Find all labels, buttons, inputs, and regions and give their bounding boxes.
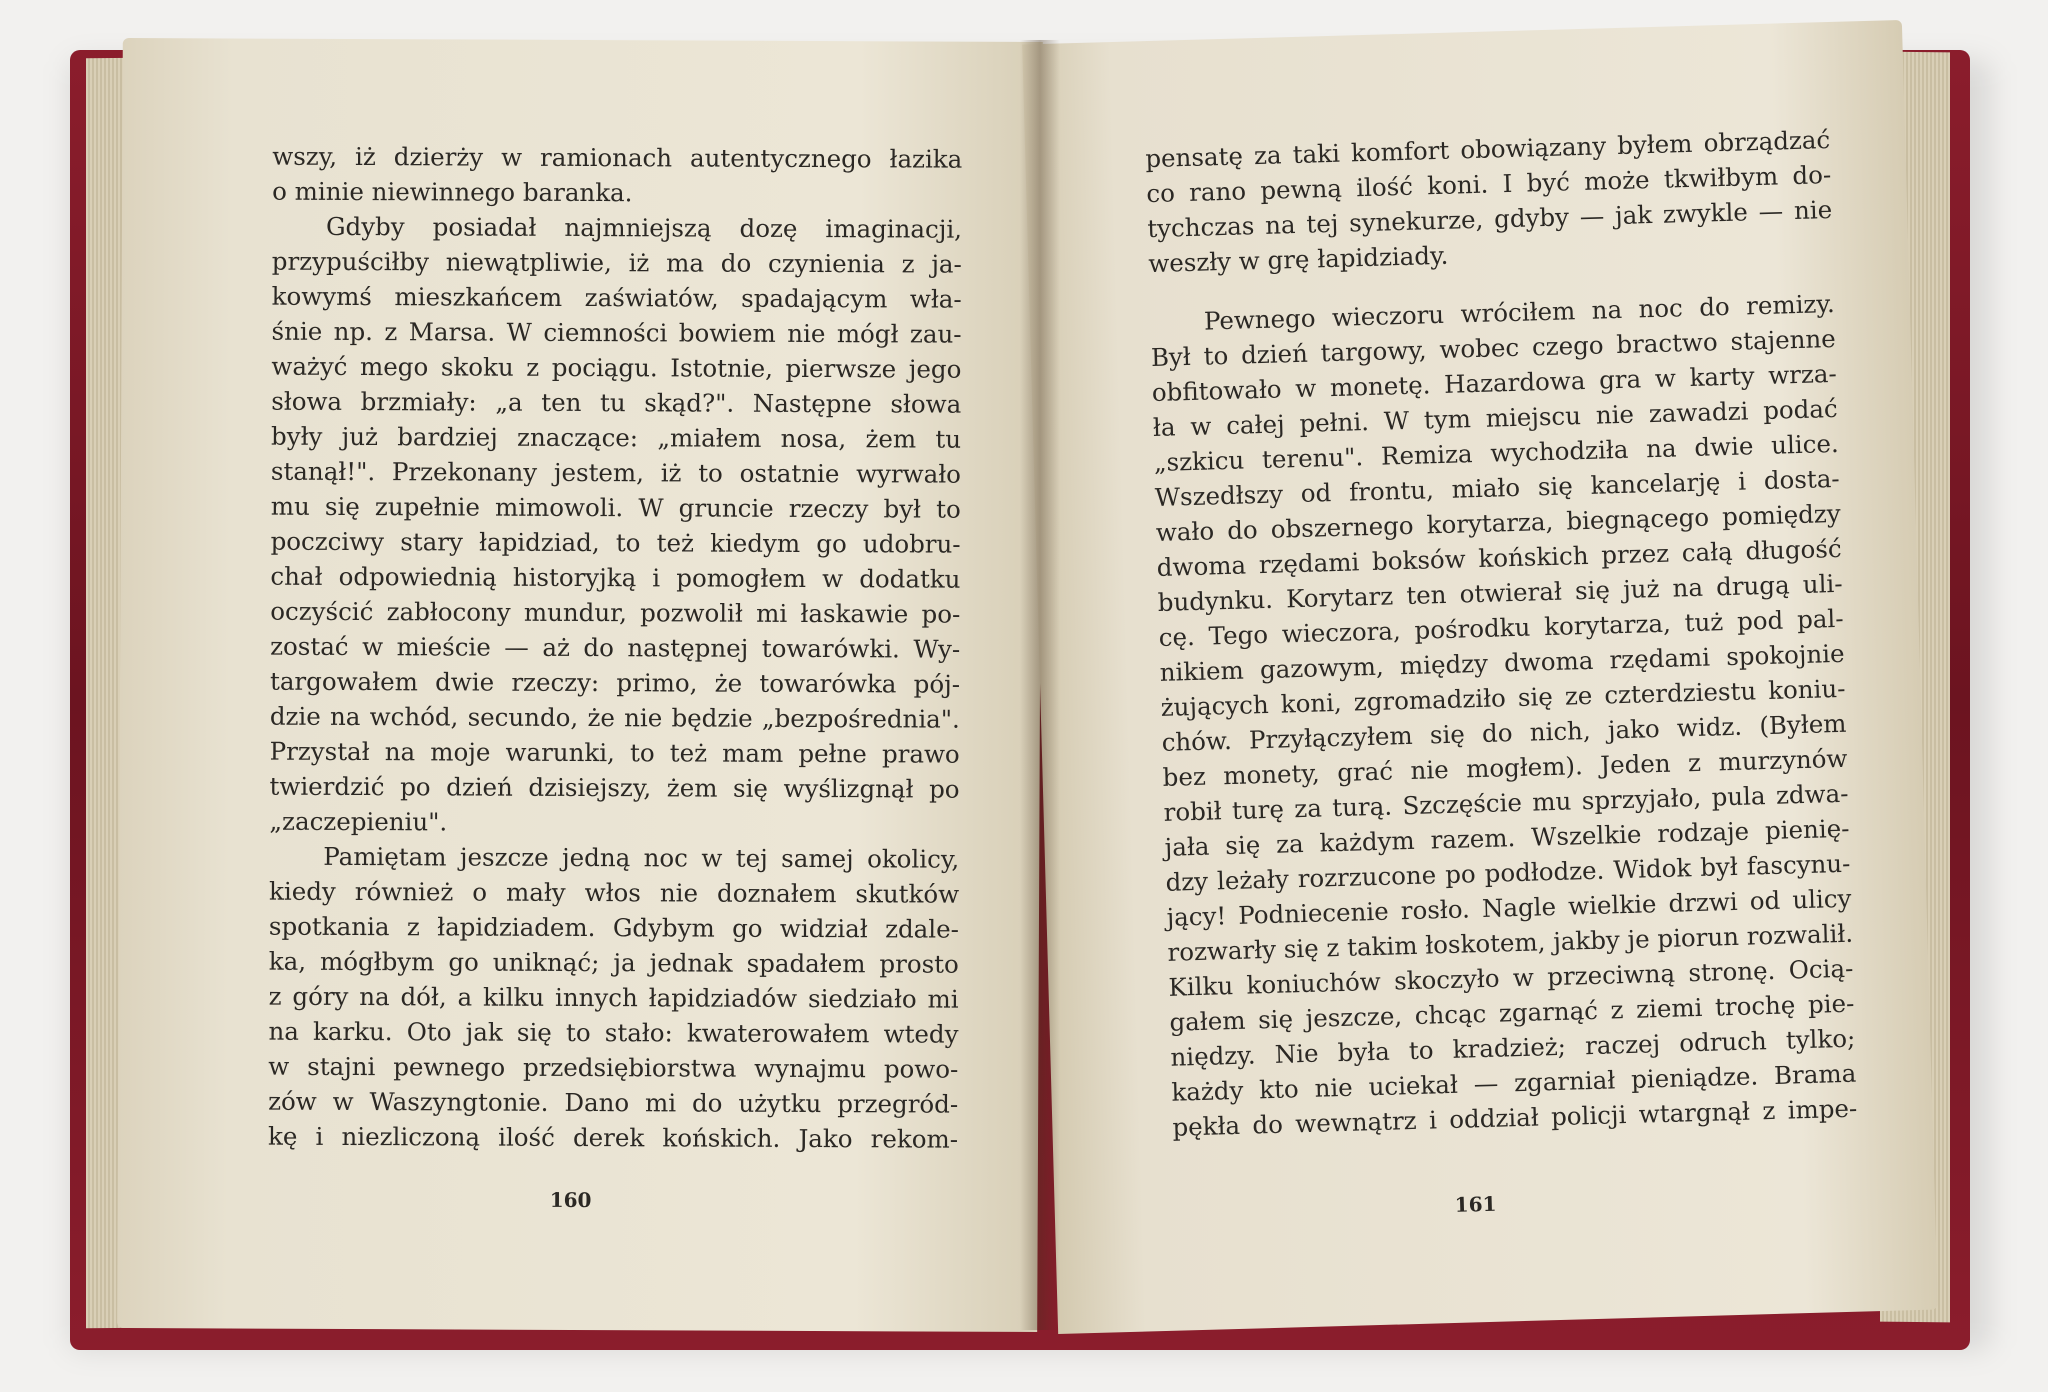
text-line: mu się zupełnie mimowoli. W gruncie rzeczy był to (270, 491, 961, 524)
text-line: ka, mógłbym go uniknąć; ja jednak spadałem prosto (268, 946, 959, 979)
text-line: poczciwy stary łapidziad, to też kiedym go udobru- (270, 526, 961, 559)
text-line: Pewnego wieczoru wróciłem na noc do remizy. (1203, 288, 1836, 336)
text-line: pensatę za taki komfort obowiązany byłem obrządzać (1144, 125, 1831, 174)
right-page-text (1145, 122, 1858, 1145)
text-line: rozwarły się z takim łoskotem, jakby je piorun rozwalił. (1167, 918, 1854, 967)
text-line: targowałem dwie rzeczy: primo, że towarówka pój- (269, 666, 961, 699)
text-line: o minie niewinnego baranka. (272, 176, 633, 208)
right-page (1022, 20, 1938, 1334)
text-line: chał odpowiednią historyjką i pomogłem w dodatku (270, 561, 961, 594)
text-line: pękła do wewnątrz i oddział policji wtargnął z impe- (1172, 1093, 1858, 1142)
text-line: były już bardziej znaczące: „miałem nosa, żem tu (271, 421, 962, 454)
text-line: w stajni pewnego przedsiębiorstwa wynajmu powo- (268, 1051, 959, 1084)
left-page-number: 160 (549, 1187, 592, 1213)
text-line: ważyć mego skoku z pociągu. Istotnie, pierwsze jego (271, 351, 962, 384)
text-line: słowa brzmiały: „a ten tu skąd?". Następne słowa (271, 386, 962, 419)
text-line: robił turę za turą. Szczęście mu sprzyjało, pula zdwa- (1163, 778, 1849, 827)
text-line: przypuściłby niewątpliwie, iż ma do czynienia z ja- (271, 246, 962, 279)
text-line: chów. Przyłączyłem się do nich, jako widz. (Byłem (1161, 708, 1847, 757)
text-line: niędzy. Nie była to kradzież; raczej odruch tylko; (1170, 1023, 1856, 1072)
text-line: Pamiętam jeszcze jedną noc w tej samej okolicy, (323, 841, 960, 874)
text-line: jała się za każdym razem. Wszelkie rodzaje pienię- (1164, 813, 1850, 862)
text-line: „szkicu terenu". Remiza wychodziła na dwie ulice. (1153, 428, 1840, 478)
text-line: śnie np. z Marsa. W ciemności bowiem nie mógł zau- (271, 316, 962, 349)
text-line: obfitowało w monetę. Hazardowa gra w karty wrza- (1151, 358, 1838, 408)
text-line: zów w Waszyngtonie. Dano mi do użytku przegród- (268, 1086, 959, 1119)
text-line: dzy leżały rozrzucone po podłodze. Widok był fascynu- (1165, 848, 1851, 897)
left-page-text (268, 139, 962, 1157)
text-line: zostać w mieście — aż do następnej towarówki. Wy- (270, 631, 961, 664)
text-line: budynku. Korytarz ten otwierał się już na drugą uli- (1157, 568, 1843, 617)
text-line: Gdyby posiadał najmniejszą dozę imaginacji, (325, 211, 963, 244)
text-line: bez monety, grać nie mogłem). Jeden z murzynów (1162, 743, 1848, 792)
text-line: spotkania z łapidziadem. Gdybym go widział zdale- (268, 911, 960, 944)
text-line: wszy, iż dzierży w ramionach autentycznego łazika (272, 141, 963, 174)
text-line: oczyścić zabłocony mundur, pozwolił mi łaskawie po- (270, 596, 961, 629)
text-line: ła w całej pełni. W tym miejscu nie zawadzi podać (1152, 393, 1839, 443)
right-page-number: 161 (1454, 1191, 1497, 1217)
text-line: kowymś mieszkańcem zaświatów, spadającym wła- (271, 281, 962, 314)
text-line: co rano pewną ilość koni. I być może tkwiłbym do- (1145, 160, 1832, 209)
text-line: nikiem gazowym, między dwoma rzędami spokojnie (1159, 638, 1845, 687)
text-line: gałem się jeszcze, chcąc zgarnąć z ziemi trochę pie- (1169, 988, 1855, 1037)
text-line: „zaczepieniu". (269, 806, 448, 837)
text-line: Był to dzień targowy, wobec czego bractwo stajenne (1150, 323, 1837, 373)
text-line: tychczas na tej synekurze, gdyby — jak zwykle — nie (1146, 194, 1833, 244)
text-line: Wszedłszy od frontu, miało się kancelarję i dosta- (1154, 463, 1840, 513)
text-line: kę i niezliczoną ilość derek końskich. Jako rekom- (267, 1121, 959, 1154)
text-line: na karku. Oto jak się to stało: kwaterowałem wtedy (268, 1016, 959, 1049)
text-line: cę. Tego wieczora, pośrodku korytarza, tuż pod pal- (1158, 603, 1844, 652)
text-line: każdy kto nie uciekał — zgarniał pieniądze. Brama (1171, 1058, 1857, 1107)
text-line: jący! Podniecenie rosło. Nagle wielkie drzwi od ulicy (1166, 883, 1852, 932)
text-line: twierdzić po dzień dzisiejszy, żem się wyślizgnął po (269, 771, 960, 804)
text-line: dzie na wchód, secundo, że nie będzie „bezpośrednia". (269, 701, 960, 734)
text-line: wało do obszernego korytarza, biegnącego pomiędzy (1155, 498, 1841, 547)
text-line: Kilku koniuchów skoczyło w przeciwną stronę. Ocią- (1168, 953, 1854, 1002)
left-page (117, 38, 1043, 1332)
text-line: z góry na dół, a kilku innych łapidziadów siedziało mi (268, 981, 959, 1014)
text-line: stanął!". Przekonany jestem, iż to ostatnie wyrwało (270, 456, 961, 489)
text-line: żujących koni, zgromadziło się ze czterdziestu koniu- (1160, 673, 1846, 722)
text-line: kiedy również o mały włos nie doznałem skutków (269, 876, 960, 909)
text-line: weszły w grę łapidziady. (1147, 240, 1449, 279)
text-line: dwoma rzędami boksów końskich przez całą długość (1156, 533, 1842, 582)
book-gutter (1020, 40, 1060, 1330)
text-line: Przystał na moje warunki, to też mam pełne prawo (269, 736, 960, 769)
